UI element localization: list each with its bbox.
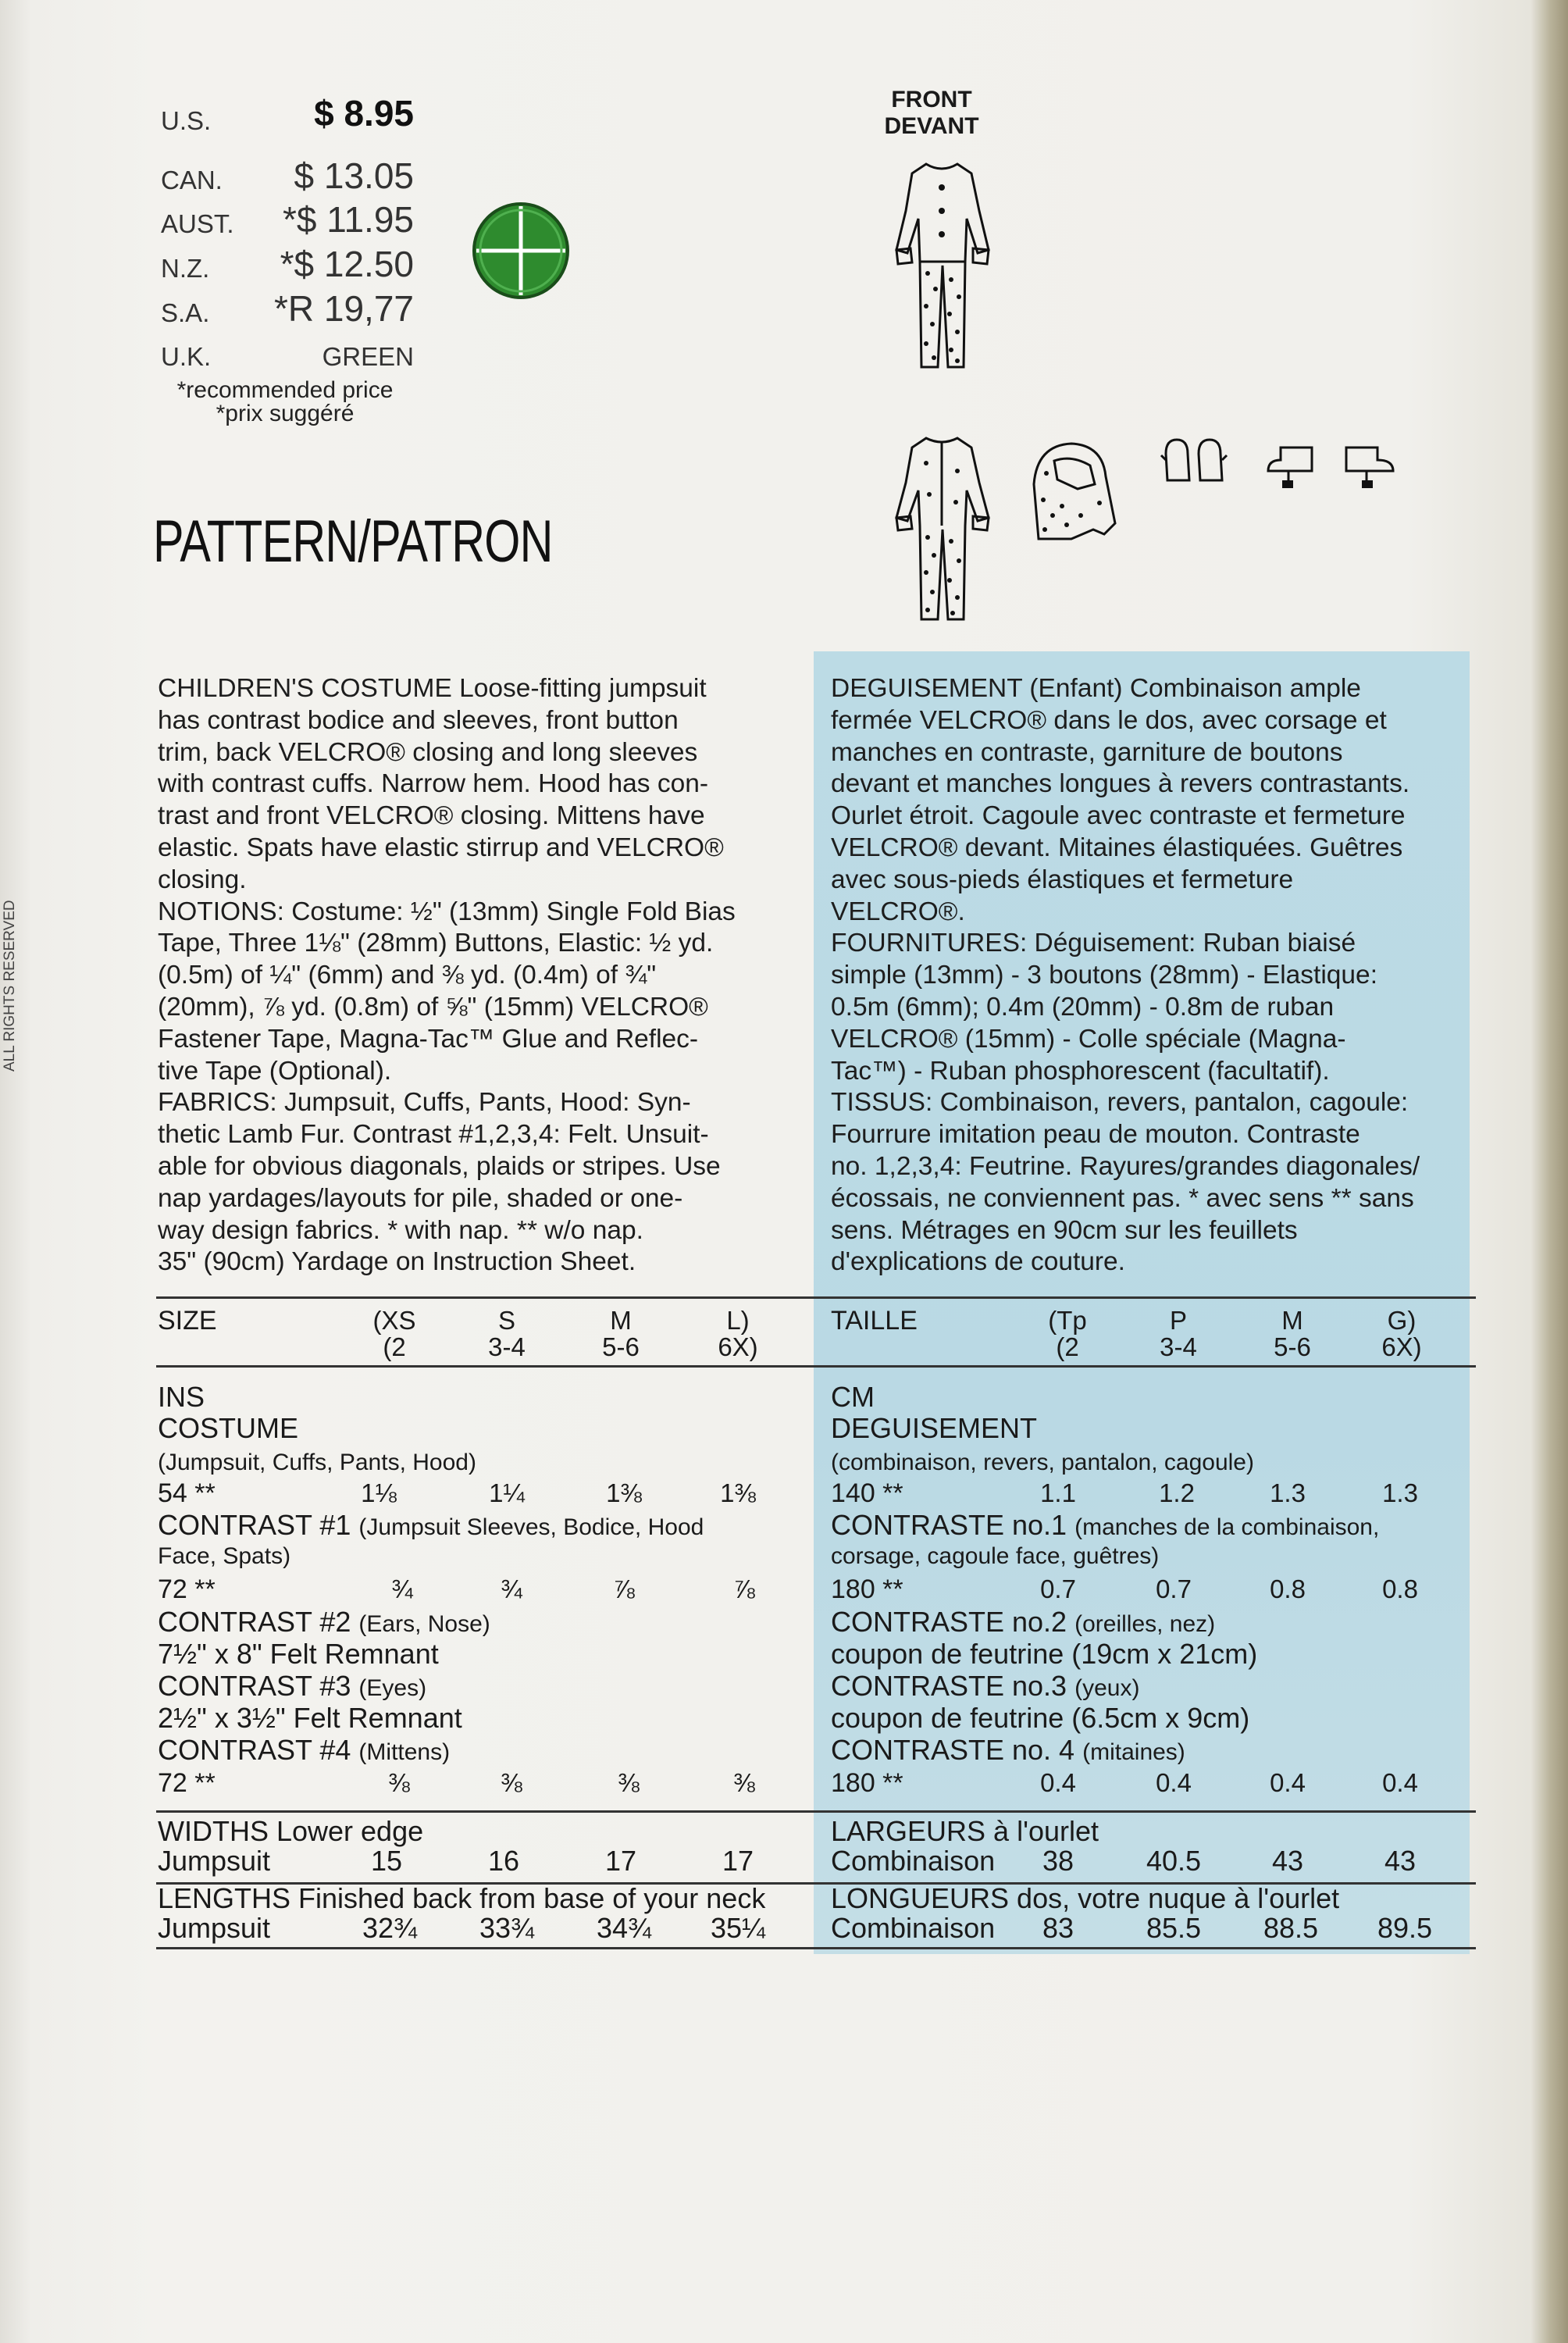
contrast-3-label: CONTRAST #3 (Eyes): [158, 1670, 427, 1702]
text-line: 35" (90cm) Yardage on Instruction Sheet.: [158, 1247, 636, 1277]
yardage-value: ¾: [501, 1574, 522, 1603]
fabric-width: 54 **: [158, 1478, 216, 1508]
price-value: *R 19,77: [273, 288, 414, 329]
size-col: M: [610, 1306, 632, 1335]
contrast-4-label-fr: CONTRASTE no. 4 (mitaines): [831, 1734, 1185, 1766]
size-col-age: (2: [1056, 1332, 1079, 1361]
width-value: 15: [370, 1845, 403, 1877]
contrast-3-label-fr: CONTRASTE no.3 (yeux): [831, 1670, 1140, 1702]
width-value: 17: [722, 1845, 754, 1877]
width-value: 43: [1384, 1845, 1417, 1877]
text-line: sens. Métrages en 90cm sur les feuillets: [831, 1215, 1298, 1245]
lengths-row-label: Jumpsuit: [158, 1912, 271, 1944]
price-label: AUST.: [161, 209, 234, 238]
spats-illustration: [1265, 432, 1398, 494]
width-value: 16: [487, 1845, 520, 1877]
yardage-value: 1.1: [1040, 1478, 1076, 1507]
text-line: (0.5m) of ¼" (6mm) and ⅜ yd. (0.4m) of ¾": [158, 961, 657, 990]
size-col-age: (2: [383, 1332, 406, 1361]
text-line: Fourrure imitation peau de mouton. Contraste: [831, 1120, 1360, 1150]
yardage-value: ⅞: [733, 1574, 755, 1603]
yardage-value: 0.4: [1156, 1768, 1192, 1797]
text-line: trim, back VELCRO® closing and long sleeves: [158, 737, 698, 767]
front-label-fr: DEVANT: [884, 113, 979, 139]
costume-sub-fr: (combinaison, revers, pantalon, cagoule): [831, 1450, 1254, 1475]
front-jumpsuit-illustration: [864, 156, 1020, 379]
contrast-2-remnant-fr: coupon de feutrine (19cm x 21cm): [831, 1638, 1258, 1670]
yardage-value: 0.7: [1156, 1574, 1192, 1603]
yardage-value: 1.3: [1270, 1478, 1306, 1507]
size-col: M: [1281, 1306, 1303, 1335]
contrast-4-label: CONTRAST #4 (Mittens): [158, 1734, 451, 1766]
fabric-width: 72 **: [158, 1768, 216, 1798]
yardage-value: ¾: [391, 1574, 413, 1603]
text-line: manches en contraste, garniture de boutons: [831, 737, 1343, 767]
length-value: 89.5: [1377, 1912, 1433, 1944]
price-value: $ 8.95: [314, 93, 414, 134]
lengths-row-label-fr: Combinaison: [831, 1912, 996, 1944]
hood-illustration: [1023, 437, 1124, 543]
price-label: CAN.: [161, 166, 223, 194]
yardage-value: 0.4: [1270, 1768, 1306, 1797]
price-value: GREEN: [322, 342, 414, 371]
size-col-age: 5-6: [602, 1332, 640, 1361]
text-line: simple (13mm) - 3 boutons (28mm) - Elastique:: [831, 961, 1377, 990]
text-line: able for obvious diagonals, plaids or stripes. Use: [158, 1151, 721, 1181]
fabric-width-fr: 180 **: [831, 1574, 903, 1604]
unit-label-fr: CM: [831, 1381, 875, 1413]
text-line: devant et manches longues à revers contrastants.: [831, 769, 1410, 799]
contrast-3-remnant: 2½" x 3½" Felt Remnant: [158, 1702, 462, 1734]
yardage-value: ⅜: [733, 1768, 755, 1797]
contrast-1-sub: Face, Spats): [158, 1543, 291, 1569]
lengths-label-fr: LONGUEURS dos, votre nuque à l'ourlet: [831, 1882, 1340, 1914]
price-label: U.S.: [161, 106, 212, 135]
price-label: S.A.: [161, 298, 210, 327]
yardage-value: 0.4: [1040, 1768, 1076, 1797]
fabric-width-fr: 140 **: [831, 1478, 903, 1508]
text-line: Tape, Three 1⅛" (28mm) Buttons, Elastic: ½ yd.: [158, 929, 714, 958]
text-line: Ourlet étroit. Cagoule avec contraste et fermeture: [831, 801, 1406, 831]
costume-sub: (Jumpsuit, Cuffs, Pants, Hood): [158, 1450, 476, 1475]
text-line: tive Tape (Optional).: [158, 1056, 392, 1086]
text-line: écossais, ne conviennent pas. * avec sens ** sans: [831, 1183, 1414, 1213]
length-value: 85.5: [1146, 1912, 1202, 1944]
french-description: [831, 673, 1420, 1278]
size-header: SIZE: [158, 1306, 217, 1336]
pattern-heading: PATTERN/PATRON: [153, 508, 553, 575]
yardage-value: 1⅜: [606, 1478, 642, 1507]
price-label: N.Z.: [161, 254, 210, 283]
size-header-fr: TAILLE: [831, 1306, 918, 1336]
size-col: P: [1169, 1306, 1187, 1335]
widths-row-label-fr: Combinaison: [831, 1845, 996, 1877]
unit-label: INS: [158, 1381, 205, 1413]
text-line: way design fabrics. * with nap. ** w/o nap.: [158, 1215, 643, 1245]
lengths-label: LENGTHS Finished back from base of your neck: [158, 1882, 766, 1914]
text-line: Tac™) - Ruban phosphorescent (facultatif).: [831, 1056, 1330, 1086]
text-line: VELCRO® devant. Mitaines élastiquées. Guêtres: [831, 833, 1403, 862]
text-line: nap yardages/layouts for pile, shaded or one-: [158, 1183, 683, 1213]
size-col: L): [726, 1306, 750, 1335]
text-line: VELCRO® (15mm) - Colle spéciale (Magna-: [831, 1024, 1346, 1054]
yardage-value: 1¼: [489, 1478, 525, 1507]
size-col: (XS: [372, 1306, 416, 1335]
length-value: 34¾: [596, 1912, 652, 1944]
text-line: FABRICS: Jumpsuit, Cuffs, Pants, Hood: Syn-: [158, 1088, 691, 1118]
price-value: *$ 11.95: [283, 199, 414, 240]
front-label: FRONT: [891, 87, 972, 112]
table-rule: [156, 1947, 1476, 1949]
yardage-value: ⅜: [388, 1768, 410, 1797]
text-line: thetic Lamb Fur. Contrast #1,2,3,4: Felt. Unsuit-: [158, 1120, 709, 1150]
text-line: avec sous-pieds élastiques et fermeture: [831, 865, 1294, 894]
yardage-value: 1.2: [1159, 1478, 1195, 1507]
table-rule: [156, 1810, 1476, 1813]
yardage-value: 1.3: [1382, 1478, 1418, 1507]
yardage-value: ⅞: [613, 1574, 635, 1603]
contrast-2-label-fr: CONTRASTE no.2 (oreilles, nez): [831, 1606, 1216, 1638]
contrast-1-label: CONTRAST #1 (Jumpsuit Sleeves, Bodice, Hood: [158, 1509, 704, 1541]
size-col-age: 3-4: [1160, 1332, 1197, 1361]
costume-label: COSTUME: [158, 1412, 298, 1444]
text-line: FOURNITURES: Déguisement: Ruban biaisé: [831, 929, 1356, 958]
size-col: G): [1387, 1306, 1417, 1335]
contrast-3-remnant-fr: coupon de feutrine (6.5cm x 9cm): [831, 1702, 1250, 1734]
costume-label-fr: DEGUISEMENT: [831, 1412, 1038, 1444]
table-rule: [156, 1365, 1476, 1368]
length-value: 33¾: [479, 1912, 535, 1944]
yardage-value: ⅜: [501, 1768, 522, 1797]
contrast-1-label-fr: CONTRASTE no.1 (manches de la combinaison,: [831, 1509, 1380, 1541]
text-line: DEGUISEMENT (Enfant) Combinaison ample: [831, 674, 1361, 703]
size-col-age: 6X): [1381, 1332, 1422, 1361]
width-value: 17: [604, 1845, 637, 1877]
fabric-width-fr: 180 **: [831, 1768, 903, 1798]
yardage-value: 1⅜: [720, 1478, 756, 1507]
text-line: TISSUS: Combinaison, revers, pantalon, cagoule:: [831, 1088, 1409, 1118]
price-value: $ 13.05: [294, 155, 414, 196]
text-line: VELCRO®.: [831, 897, 965, 926]
width-value: 38: [1042, 1845, 1074, 1877]
text-line: 0.5m (6mm); 0.4m (20mm) - 0.8m de ruban: [831, 992, 1335, 1022]
text-line: trast and front VELCRO® closing. Mittens have: [158, 801, 705, 831]
yardage-value: 0.7: [1040, 1574, 1076, 1603]
widths-label-fr: LARGEURS à l'ourlet: [831, 1815, 1099, 1847]
text-line: elastic. Spats have elastic stirrup and VELCRO®: [158, 833, 724, 862]
fabric-width: 72 **: [158, 1574, 216, 1604]
text-line: d'explications de couture.: [831, 1247, 1125, 1277]
text-line: has contrast bodice and sleeves, front button: [158, 705, 679, 735]
size-col-age: 5-6: [1274, 1332, 1311, 1361]
yardage-value: ⅜: [618, 1768, 640, 1797]
yardage-value: 0.8: [1382, 1574, 1418, 1603]
width-value: 40.5: [1146, 1845, 1202, 1877]
mittens-illustration: [1160, 432, 1230, 487]
back-jumpsuit-illustration: [864, 432, 1020, 627]
width-value: 43: [1271, 1845, 1304, 1877]
yardage-value: 0.8: [1270, 1574, 1306, 1603]
size-col-age: 3-4: [488, 1332, 526, 1361]
size-col: (Tp: [1048, 1306, 1087, 1335]
length-value: 35¼: [710, 1912, 766, 1944]
text-line: Fastener Tape, Magna-Tac™ Glue and Reflec-: [158, 1024, 699, 1054]
contrast-2-label: CONTRAST #2 (Ears, Nose): [158, 1606, 490, 1638]
rights-notice: ALL RIGHTS RESERVED: [2, 900, 18, 1072]
widths-row-label: Jumpsuit: [158, 1845, 271, 1877]
text-line: NOTIONS: Costume: ½" (13mm) Single Fold Bias: [158, 897, 736, 926]
text-line: fermée VELCRO® dans le dos, avec corsage et: [831, 705, 1387, 735]
length-value: 88.5: [1263, 1912, 1319, 1944]
green-badge-icon: [470, 200, 572, 301]
contrast-2-remnant: 7½" x 8" Felt Remnant: [158, 1638, 439, 1670]
size-col-age: 6X): [718, 1332, 758, 1361]
length-value: 32¾: [362, 1912, 418, 1944]
yardage-value: 0.4: [1382, 1768, 1418, 1797]
widths-label: WIDTHS Lower edge: [158, 1815, 424, 1847]
table-rule: [156, 1296, 1476, 1299]
price-label: U.K.: [161, 342, 212, 371]
text-line: closing.: [158, 865, 247, 894]
text-line: CHILDREN'S COSTUME Loose-fitting jumpsuit: [158, 674, 707, 703]
price-note-fr: *prix suggéré: [216, 401, 355, 426]
english-description: [158, 673, 736, 1278]
text-line: no. 1,2,3,4: Feutrine. Rayures/grandes diagonales/: [831, 1151, 1420, 1181]
price-value: *$ 12.50: [280, 244, 414, 284]
text-line: with contrast cuffs. Narrow hem. Hood has con-: [158, 769, 709, 799]
contrast-1-sub-fr: corsage, cagoule face, guêtres): [831, 1543, 1160, 1569]
text-line: (20mm), ⅞ yd. (0.8m) of ⅝" (15mm) VELCRO®: [158, 992, 708, 1022]
length-value: 83: [1042, 1912, 1074, 1944]
yardage-value: 1⅛: [361, 1478, 397, 1507]
size-col: S: [497, 1306, 515, 1335]
price-note-en: *recommended price: [176, 377, 394, 403]
